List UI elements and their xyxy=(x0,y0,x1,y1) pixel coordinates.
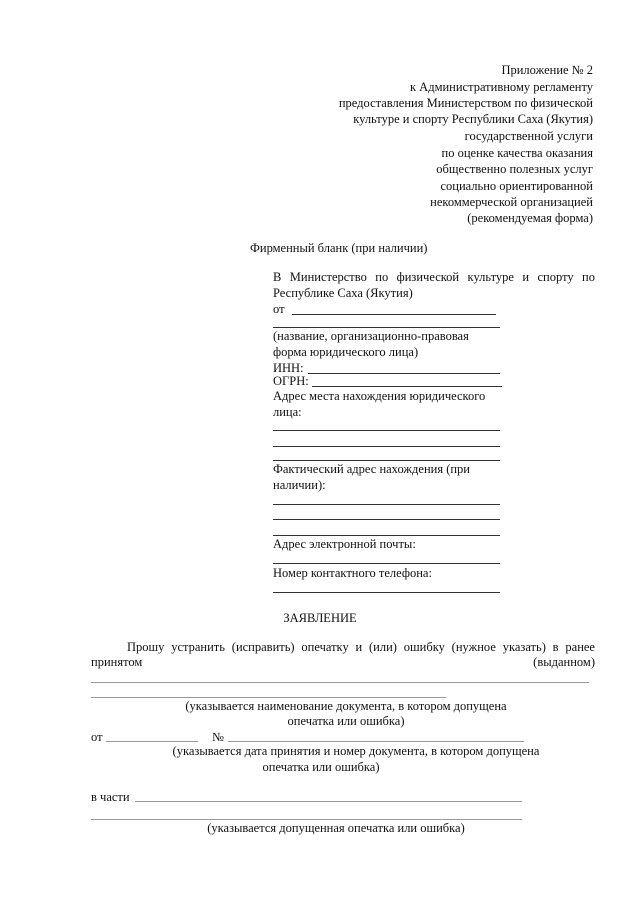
header-line: общественно полезных услуг xyxy=(436,162,593,176)
document-date-field[interactable] xyxy=(106,741,198,742)
inn-field[interactable] xyxy=(308,373,500,374)
from-label: от xyxy=(273,302,285,316)
request-line-2-left: принятом xyxy=(91,655,143,669)
phone-label: Номер контактного телефона: xyxy=(273,566,432,580)
legal-address-field-1[interactable] xyxy=(273,430,500,431)
header-line: некоммерческой организацией xyxy=(430,195,593,209)
header-line: к Административному регламенту xyxy=(409,80,593,94)
header-line: предоставления Министерством по физической xyxy=(338,96,593,110)
email-field[interactable] xyxy=(273,563,500,564)
error-hint: (указывается допущенная опечатка или ошибка) xyxy=(207,821,465,835)
ogrn-label: ОГРН: xyxy=(273,374,309,388)
date-from-label: от xyxy=(91,730,103,744)
inn-label: ИНН: xyxy=(273,361,304,375)
from-field[interactable] xyxy=(292,314,496,315)
actual-address-label-1: Фактический адрес нахождения (при xyxy=(273,462,470,476)
header-line: культуре и спорту Республики Саха (Якутия) xyxy=(353,112,593,126)
actual-address-label-2: наличии): xyxy=(273,478,326,492)
org-name-field[interactable] xyxy=(273,327,500,328)
email-label: Адрес электронной почты: xyxy=(273,537,416,551)
document-hint-2: опечатка или ошибка) xyxy=(287,714,405,728)
legal-address-field-2[interactable] xyxy=(273,446,500,447)
request-line-1: Прошу устранить (исправить) опечатку и (или) ошибку (нужное указать) в ранее xyxy=(127,640,595,654)
date-hint-2: опечатка или ошибка) xyxy=(262,760,380,774)
error-part-field[interactable] xyxy=(135,801,522,802)
legal-address-field-3[interactable] xyxy=(273,460,500,461)
statement-title: ЗАЯВЛЕНИЕ xyxy=(283,611,357,625)
request-line-2-right: (выданном) xyxy=(533,655,595,669)
header-line: Приложение № 2 xyxy=(501,63,593,77)
header-line: государственной услуги xyxy=(464,129,593,143)
document-name-field-1[interactable] xyxy=(91,682,589,683)
actual-address-field-3[interactable] xyxy=(273,535,500,536)
actual-address-field-1[interactable] xyxy=(273,504,500,505)
date-hint-1: (указывается дата принятия и номер документа, в котором допущена xyxy=(172,744,540,758)
legal-address-label-2: лица: xyxy=(273,405,302,419)
letterhead-label: Фирменный бланк (при наличии) xyxy=(250,241,428,255)
document-number-field[interactable] xyxy=(228,741,524,742)
header-line: социально ориентированной xyxy=(440,179,593,193)
part-label: в части xyxy=(91,790,130,804)
document-hint-1: (указывается наименование документа, в котором допущена xyxy=(185,699,507,713)
error-part-field-2[interactable] xyxy=(91,819,522,820)
org-hint-1: (название, организационно-правовая xyxy=(273,329,469,343)
legal-address-label-1: Адрес места нахождения юридического xyxy=(273,389,486,403)
header-line: по оценке качества оказания xyxy=(441,146,593,160)
phone-field[interactable] xyxy=(273,592,500,593)
number-label: № xyxy=(212,730,224,744)
document-name-field-2[interactable] xyxy=(91,697,446,698)
ogrn-field[interactable] xyxy=(312,386,502,387)
actual-address-field-2[interactable] xyxy=(273,519,500,520)
addressee-line-2: Республике Саха (Якутия) xyxy=(273,286,413,300)
addressee-line-1: В Министерство по физической культуре и спорту по xyxy=(273,270,595,284)
form-note: (рекомендуемая форма) xyxy=(467,211,593,225)
org-hint-2: форма юридического лица) xyxy=(273,345,419,359)
